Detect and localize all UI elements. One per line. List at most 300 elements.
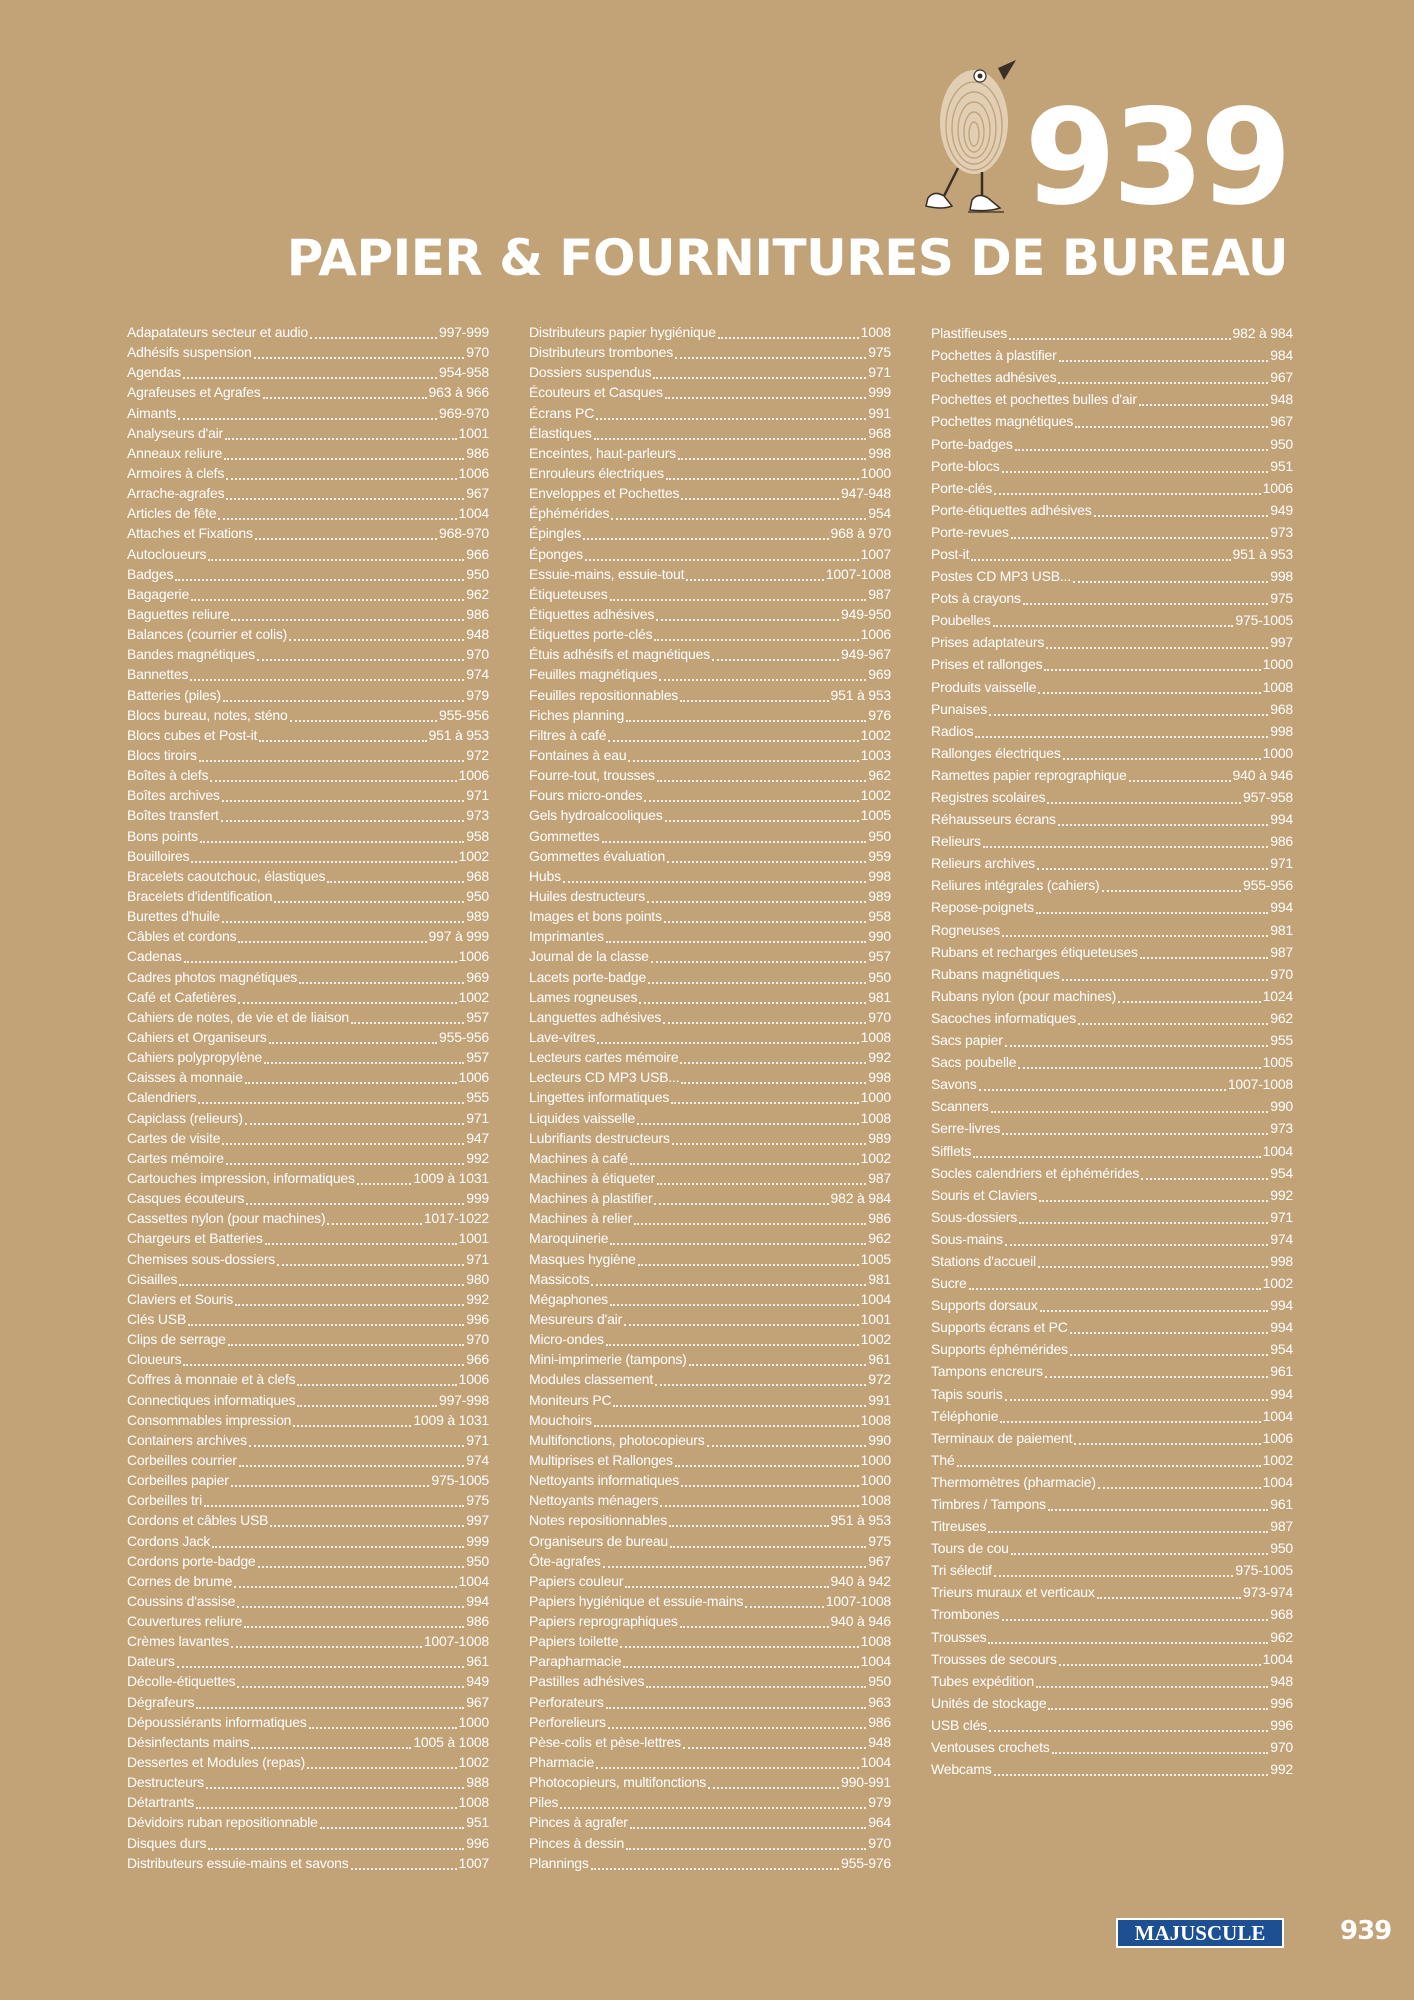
dot-leader xyxy=(221,816,465,822)
index-entry-label: Tri sélectif xyxy=(931,1562,992,1579)
index-entry-label: Pots à crayons xyxy=(931,590,1021,607)
index-entry-page: 962 xyxy=(868,1230,891,1247)
index-entry xyxy=(127,1027,489,1047)
index-entry-page: 1002 xyxy=(860,1149,891,1166)
index-entry xyxy=(529,1692,891,1712)
index-entry xyxy=(127,1349,489,1369)
index-entry-label: Bagagerie xyxy=(127,585,190,602)
index-entry-page: 969 xyxy=(868,666,891,683)
index-entry-label: Claviers et Souris xyxy=(127,1290,234,1307)
index-entry-label: Supports éphémérides xyxy=(931,1341,1068,1358)
dot-leader xyxy=(596,414,866,420)
index-entry-page: 1004 xyxy=(860,1290,891,1307)
index-entry-page: 986 xyxy=(466,606,489,623)
dot-leader xyxy=(237,1602,464,1608)
index-entry xyxy=(931,1603,1293,1625)
index-entry-label: Dessertes et Modules (repas) xyxy=(127,1754,306,1771)
index-entry-page: 961 xyxy=(1270,1496,1293,1513)
index-entry-page: 947-948 xyxy=(841,485,891,502)
index-entry-page: 1001 xyxy=(860,1310,891,1327)
dot-leader xyxy=(299,978,464,984)
index-entry-label: Punaises xyxy=(931,700,987,717)
index-entry-page: 981 xyxy=(868,988,891,1005)
index-entry xyxy=(529,544,891,564)
index-entry-label: Pharmacie xyxy=(529,1754,595,1771)
index-entry xyxy=(931,830,1293,852)
index-entry-label: Cartes mémoire xyxy=(127,1149,224,1166)
dot-leader xyxy=(707,1441,867,1447)
index-entry-page: 1006 xyxy=(458,1371,489,1388)
index-entry-page: 997-998 xyxy=(439,1391,489,1408)
dot-leader xyxy=(235,1300,464,1306)
index-entry xyxy=(127,1853,489,1873)
index-entry-label: Articles de fête xyxy=(127,505,217,522)
index-entry-label: Mesureurs d'air xyxy=(529,1310,623,1327)
index-entry xyxy=(931,1383,1293,1405)
index-entry-label: Sous-mains xyxy=(931,1230,1003,1247)
index-entry-label: Pinces à agrafer xyxy=(529,1814,628,1831)
index-entry-page: 962 xyxy=(1270,1009,1293,1026)
index-entry xyxy=(529,523,891,543)
index-entry-label: Lingettes informatiques xyxy=(529,1089,670,1106)
dot-leader xyxy=(991,1107,1269,1113)
index-entry-page: 950 xyxy=(1270,435,1293,452)
dot-leader xyxy=(660,1501,858,1507)
index-entry xyxy=(529,1128,891,1148)
index-entry xyxy=(529,765,891,785)
index-entry-page: 962 xyxy=(1270,1628,1293,1645)
index-entry-page: 948 xyxy=(1270,1672,1293,1689)
index-entry xyxy=(529,1430,891,1450)
index-entry xyxy=(127,1389,489,1409)
dot-leader xyxy=(993,621,1234,627)
index-entry-page: 989 xyxy=(466,908,489,925)
index-entry-page: 1002 xyxy=(860,726,891,743)
dot-leader xyxy=(988,1527,1268,1533)
index-entry-label: Cisailles xyxy=(127,1270,178,1287)
index-entry-label: Savons xyxy=(931,1076,977,1093)
index-entry xyxy=(127,1410,489,1430)
index-entry xyxy=(127,987,489,1007)
dot-leader xyxy=(1037,864,1268,870)
index-entry xyxy=(529,1792,891,1812)
index-entry-label: Maroquinerie xyxy=(529,1230,609,1247)
index-entry-label: Cordons Jack xyxy=(127,1532,211,1549)
index-entry-page: 994 xyxy=(466,1592,489,1609)
index-entry-page: 1004 xyxy=(1262,1650,1293,1667)
index-entry-label: Produits vaisselle xyxy=(931,678,1037,695)
index-entry-label: Consommables impression xyxy=(127,1411,292,1428)
index-entry-page: 1008 xyxy=(1262,678,1293,695)
dot-leader xyxy=(686,575,824,581)
index-entry xyxy=(931,543,1293,565)
index-entry xyxy=(931,1139,1293,1161)
index-entry xyxy=(529,987,891,1007)
index-entry-page: 1005 xyxy=(860,1250,891,1267)
index-entry xyxy=(127,1289,489,1309)
index-entry-page: 973 xyxy=(1270,523,1293,540)
index-entry-page: 1008 xyxy=(860,324,891,341)
index-entry-label: Sucre xyxy=(931,1275,967,1292)
index-entry-page: 958 xyxy=(868,908,891,925)
index-entry xyxy=(529,946,891,966)
dot-leader xyxy=(190,675,464,681)
dot-leader xyxy=(1074,1439,1260,1445)
index-entry-page: 969-970 xyxy=(439,404,489,421)
index-entry xyxy=(529,967,891,987)
dot-leader xyxy=(678,454,866,460)
dot-leader xyxy=(689,1360,867,1366)
index-entry-page: 964 xyxy=(868,1814,891,1831)
index-entry xyxy=(127,403,489,423)
index-entry xyxy=(529,1671,891,1691)
index-entry-page: 955 xyxy=(466,1089,489,1106)
index-entry xyxy=(529,1148,891,1168)
dot-leader xyxy=(1002,1615,1269,1621)
index-entry xyxy=(127,1007,489,1027)
index-entry-page: 999 xyxy=(466,1190,489,1207)
index-entry-label: Papiers couleur xyxy=(529,1572,624,1589)
index-entry-label: Bons points xyxy=(127,827,198,844)
dot-leader xyxy=(206,1783,464,1789)
dot-leader xyxy=(665,393,866,399)
dot-leader xyxy=(625,1582,828,1588)
index-entry-page: 949-967 xyxy=(841,646,891,663)
index-entry-label: Adapatateurs secteur et audio xyxy=(127,324,308,341)
dot-leader xyxy=(255,534,437,540)
index-entry-label: Machines à plastifier xyxy=(529,1190,653,1207)
dot-leader xyxy=(1141,1174,1268,1180)
dot-leader xyxy=(198,1098,464,1104)
index-entry-page: 975 xyxy=(1270,590,1293,607)
index-entry-label: Blocs tiroirs xyxy=(127,747,197,764)
dot-leader xyxy=(655,1380,866,1386)
index-entry-label: Perforateurs xyxy=(529,1693,604,1710)
dot-leader xyxy=(594,1421,859,1427)
index-entry-label: Papiers reprographiques xyxy=(529,1613,678,1630)
index-entry-label: Anneaux reliure xyxy=(127,444,223,461)
index-entry-page: 969 xyxy=(466,968,489,985)
index-entry xyxy=(127,946,489,966)
index-entry xyxy=(931,852,1293,874)
index-entry-label: Prises et rallonges xyxy=(931,656,1043,673)
index-entry-label: Étiquettes adhésives xyxy=(529,606,655,623)
index-entry xyxy=(931,565,1293,587)
dot-leader xyxy=(560,1803,866,1809)
index-entry xyxy=(127,1430,489,1450)
index-entry-label: Fontaines à eau xyxy=(529,747,627,764)
index-entry-page: 957 xyxy=(466,1008,489,1025)
index-entry-page: 951 xyxy=(466,1814,489,1831)
dot-leader xyxy=(994,489,1261,495)
index-entry-page: 968 xyxy=(1270,700,1293,717)
index-entry-page: 990 xyxy=(868,928,891,945)
index-entry-page: 961 xyxy=(466,1653,489,1670)
index-entry xyxy=(127,624,489,644)
dot-leader xyxy=(667,857,866,863)
dot-leader xyxy=(646,1682,866,1688)
index-entry xyxy=(529,1490,891,1510)
index-entry-page: 968 à 970 xyxy=(830,525,891,542)
index-entry-label: Couvertures reliure xyxy=(127,1613,243,1630)
index-entry-label: Enceintes, haut-parleurs xyxy=(529,444,676,461)
index-entry xyxy=(127,1107,489,1127)
index-entry-label: Titreuses xyxy=(931,1518,987,1535)
dot-leader xyxy=(351,1018,464,1024)
index-entry-label: Cadres photos magnétiques xyxy=(127,968,298,985)
index-entry xyxy=(127,967,489,987)
index-entry-label: Perforelieurs xyxy=(529,1713,606,1730)
dot-leader xyxy=(1070,1328,1269,1334)
index-entry xyxy=(127,685,489,705)
dot-leader xyxy=(1038,1262,1268,1268)
index-entry-page: 1005 xyxy=(860,807,891,824)
index-entry xyxy=(529,1047,891,1067)
index-entry-page: 951 à 953 xyxy=(830,1512,891,1529)
dot-leader xyxy=(231,1642,422,1648)
dot-leader xyxy=(196,1703,464,1709)
index-entry xyxy=(931,1338,1293,1360)
index-entry xyxy=(127,906,489,926)
index-entry-page: 1006 xyxy=(860,626,891,643)
index-entry xyxy=(931,720,1293,742)
index-entry xyxy=(529,624,891,644)
index-entry-page: 982 à 984 xyxy=(830,1190,891,1207)
dot-leader xyxy=(1045,1372,1268,1378)
index-entry-label: Machines à étiqueter xyxy=(529,1169,655,1186)
index-entry-label: Cartes de visite xyxy=(127,1129,221,1146)
index-entry-page: 1009 à 1031 xyxy=(413,1411,489,1428)
index-entry-label: Souris et Claviers xyxy=(931,1186,1038,1203)
dot-leader xyxy=(659,675,866,681)
index-entry xyxy=(127,1128,489,1148)
dot-leader xyxy=(606,1340,859,1346)
dot-leader xyxy=(1063,754,1261,760)
dot-leader xyxy=(1044,665,1260,671)
index-entry-page: 955-976 xyxy=(841,1854,891,1871)
index-entry-page: 958 xyxy=(466,827,489,844)
index-entry xyxy=(127,1510,489,1530)
dot-leader xyxy=(683,1743,866,1749)
index-entry-page: 974 xyxy=(1270,1230,1293,1247)
index-entry-page: 1002 xyxy=(1262,1451,1293,1468)
index-entry xyxy=(529,886,891,906)
index-entry xyxy=(127,382,489,402)
dot-leader xyxy=(712,655,839,661)
index-entry-label: Trieurs muraux et verticaux xyxy=(931,1584,1095,1601)
index-entry xyxy=(931,985,1293,1007)
index-entry-label: Fours micro-ondes xyxy=(529,787,643,804)
index-entry xyxy=(931,808,1293,830)
index-entry-label: Thermomètres (pharmacie) xyxy=(931,1473,1096,1490)
index-entry xyxy=(127,926,489,946)
index-entry xyxy=(127,503,489,523)
dot-leader xyxy=(327,877,464,883)
index-entry-label: Porte-étiquettes adhésives xyxy=(931,501,1092,518)
index-entry-label: Élastiques xyxy=(529,424,592,441)
dot-leader xyxy=(226,474,456,480)
index-entry xyxy=(127,523,489,543)
dot-leader xyxy=(681,1078,866,1084)
dot-leader xyxy=(357,1179,412,1185)
index-entry-page: 950 xyxy=(466,888,489,904)
index-entry-label: Ventouses crochets xyxy=(931,1739,1050,1756)
index-entry-label: Trousses xyxy=(931,1628,987,1645)
index-entry-label: Piles xyxy=(529,1794,559,1811)
index-entry-page: 1000 xyxy=(1262,744,1293,761)
index-entry xyxy=(931,1272,1293,1294)
index-entry-page: 968 xyxy=(1270,1606,1293,1623)
index-entry-label: Boîtes transfert xyxy=(127,807,219,824)
index-entry-label: Étiquettes porte-clés xyxy=(529,626,653,643)
index-entry-page: 992 xyxy=(868,1049,891,1066)
dot-leader xyxy=(594,434,867,440)
index-entry-page: 972 xyxy=(466,747,489,764)
index-entry-page: 1004 xyxy=(1262,1473,1293,1490)
dot-leader xyxy=(606,1703,867,1709)
index-entry-page: 968 xyxy=(466,867,489,884)
index-entry-page: 1005 à 1008 xyxy=(413,1733,489,1750)
dot-leader xyxy=(259,736,426,742)
dot-leader xyxy=(613,1401,866,1407)
index-entry-label: Dateurs xyxy=(127,1653,175,1670)
index-entry xyxy=(529,1551,891,1571)
dot-leader xyxy=(975,732,1268,738)
index-entry xyxy=(127,1087,489,1107)
index-entry-label: Rallonges électriques xyxy=(931,744,1061,761)
index-entry-page: 1002 xyxy=(1262,1275,1293,1292)
index-entry xyxy=(931,1228,1293,1250)
dot-leader xyxy=(1048,1505,1268,1511)
index-entry-page: 994 xyxy=(1270,899,1293,916)
index-entry-label: Sacoches informatiques xyxy=(931,1009,1077,1026)
index-entry xyxy=(529,1752,891,1772)
index-entry-label: Reliures intégrales (cahiers) xyxy=(931,877,1100,894)
index-entry xyxy=(529,1611,891,1631)
index-entry-label: Plannings xyxy=(529,1854,589,1871)
index-entry-page: 971 xyxy=(466,1431,489,1448)
index-entry-page: 996 xyxy=(1270,1716,1293,1733)
index-entry xyxy=(529,1470,891,1490)
index-entry xyxy=(931,1626,1293,1648)
index-entry xyxy=(931,1095,1293,1117)
index-entry-page: 951 à 953 xyxy=(830,686,891,703)
index-entry xyxy=(127,1269,489,1289)
index-entry xyxy=(127,1228,489,1248)
index-entry-page: 974 xyxy=(466,666,489,683)
index-entry-page: 940 à 942 xyxy=(830,1572,891,1589)
index-entry-page: 973-974 xyxy=(1243,1584,1293,1601)
dot-leader xyxy=(644,796,858,802)
dot-leader xyxy=(210,776,456,782)
index-entry xyxy=(529,1853,891,1873)
dot-leader xyxy=(1059,356,1269,362)
index-entry-label: Blocs bureau, notes, sténo xyxy=(127,706,288,723)
dot-leader xyxy=(204,1501,464,1507)
dot-leader xyxy=(224,454,464,460)
index-entry xyxy=(529,1067,891,1087)
index-entry xyxy=(931,499,1293,521)
dot-leader xyxy=(1073,577,1268,583)
index-entry xyxy=(931,896,1293,918)
index-entry-page: 972 xyxy=(868,1371,891,1388)
dot-leader xyxy=(223,696,464,702)
index-entry-label: Étuis adhésifs et magnétiques xyxy=(529,646,710,663)
index-entry-label: Trousses de secours xyxy=(931,1650,1057,1667)
dot-leader xyxy=(971,555,1230,561)
index-entry-page: 1000 xyxy=(1262,656,1293,673)
index-entry-page: 962 xyxy=(466,585,489,602)
dot-leader xyxy=(670,1542,866,1548)
index-entry xyxy=(529,1732,891,1752)
index-entry xyxy=(931,1206,1293,1228)
index-entry-page: 951 à 953 xyxy=(428,726,489,743)
index-entry-page: 986 xyxy=(868,1713,891,1730)
dot-leader xyxy=(1036,1682,1268,1688)
index-entry-page: 967 xyxy=(1270,413,1293,430)
index-entry-page: 1004 xyxy=(1262,1142,1293,1159)
index-entry-page: 992 xyxy=(466,1149,489,1166)
index-entry-page: 999 xyxy=(466,1532,489,1549)
index-entry xyxy=(529,1530,891,1550)
index-entry xyxy=(931,322,1293,344)
dot-leader xyxy=(654,635,858,641)
index-entry xyxy=(127,1571,489,1591)
index-entry xyxy=(127,1450,489,1470)
index-entry-label: Repose-poignets xyxy=(931,899,1034,916)
index-entry-label: Bracelets d'identification xyxy=(127,888,273,904)
dot-leader xyxy=(244,1622,464,1628)
dot-leader xyxy=(1002,931,1268,937)
index-entry-label: Coussins d'assise xyxy=(127,1592,236,1609)
index-entry-label: Trombones xyxy=(931,1606,1000,1623)
index-entry-label: USB clés xyxy=(931,1716,987,1733)
index-entry-label: Chemises sous-dossiers xyxy=(127,1250,276,1267)
index-entry-page: 974 xyxy=(466,1451,489,1468)
index-entry-page: 975-1005 xyxy=(1235,1562,1293,1579)
dot-leader xyxy=(664,917,866,923)
index-entry-label: Aimants xyxy=(127,404,177,421)
dot-leader xyxy=(681,494,839,500)
dot-leader xyxy=(1078,1019,1268,1025)
index-entry xyxy=(127,1792,489,1812)
dot-leader xyxy=(1011,1549,1268,1555)
index-entry-page: 986 xyxy=(466,1613,489,1630)
index-entry xyxy=(931,1184,1293,1206)
index-entry xyxy=(529,1410,891,1430)
dot-leader xyxy=(654,1199,828,1205)
index-entry-page: 987 xyxy=(868,585,891,602)
index-entry-page: 1002 xyxy=(458,847,489,864)
index-entry xyxy=(529,745,891,765)
index-entry-page: 951 à 953 xyxy=(1232,545,1293,562)
dot-leader xyxy=(603,1562,867,1568)
dot-leader xyxy=(602,837,867,843)
index-entry xyxy=(931,874,1293,896)
index-entry xyxy=(529,463,891,483)
index-entry xyxy=(127,1490,489,1510)
dot-leader xyxy=(1059,1660,1261,1666)
index-entry-label: Languettes adhésives xyxy=(529,1008,662,1025)
index-entry-label: Burettes d'huile xyxy=(127,908,220,925)
index-entry-page: 1009 à 1031 xyxy=(413,1169,489,1186)
index-entry-label: Distributeurs papier hygiénique xyxy=(529,324,716,341)
index-entry-label: Capiclass (relieurs) xyxy=(127,1109,243,1126)
index-entry xyxy=(127,1712,489,1732)
dot-leader xyxy=(1002,1129,1268,1135)
index-entry-page: 973 xyxy=(466,807,489,824)
index-entry-label: Batteries (piles) xyxy=(127,686,221,703)
